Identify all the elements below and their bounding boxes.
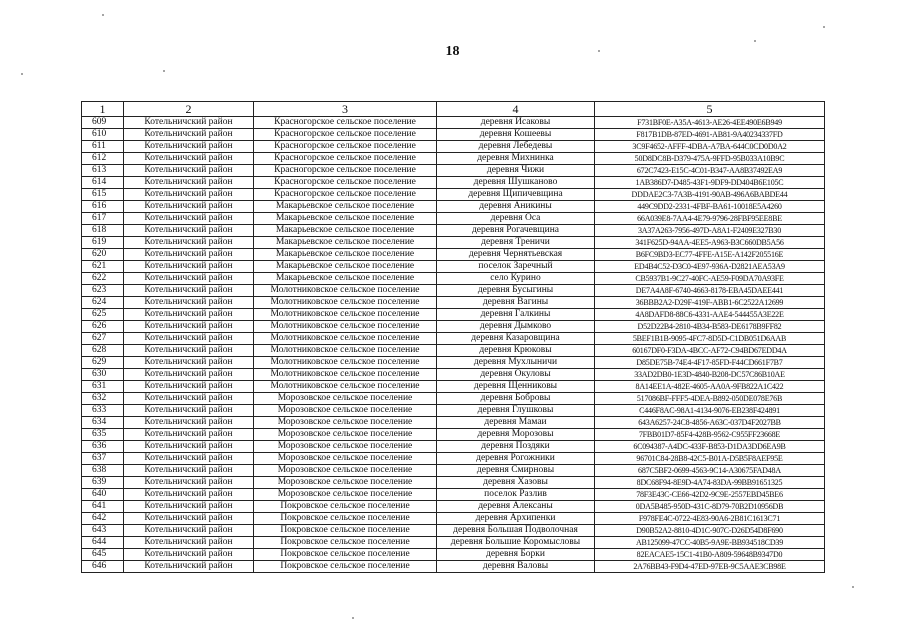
table-row bbox=[82, 453, 825, 465]
cell-settlement: Красногорское сельское поселение bbox=[254, 129, 437, 141]
scan-speck bbox=[352, 617, 354, 619]
cell-guid: C446F8AC-98A1-4134-9076-EB238F424891 bbox=[595, 405, 825, 417]
cell-guid: 78F3E43C-CE66-42D2-9C9E-2557EBD45BE6 bbox=[595, 489, 825, 501]
table-row bbox=[82, 561, 825, 573]
cell-district: Котельничский район bbox=[124, 249, 254, 261]
table-row bbox=[82, 321, 825, 333]
cell-locality: деревня Мамаи bbox=[437, 417, 595, 429]
table-row bbox=[82, 201, 825, 213]
cell-locality: деревня Поздяки bbox=[437, 441, 595, 453]
table-row bbox=[82, 501, 825, 513]
cell-guid: D90B52A2-8810-4D1C-907C-D26D54D8F690 bbox=[595, 525, 825, 537]
table-row bbox=[82, 513, 825, 525]
table-row bbox=[82, 261, 825, 273]
cell-guid: 66A039E8-7AA4-4E79-9796-28FBF95EE8BE bbox=[595, 213, 825, 225]
table-row bbox=[82, 177, 825, 189]
cell-guid: 36BBB2A2-D29F-419F-ABB1-6C2522A12699 bbox=[595, 297, 825, 309]
cell-locality: деревня Чижи bbox=[437, 165, 595, 177]
cell-locality: поселок Разлив bbox=[437, 489, 595, 501]
cell-row-number: 617 bbox=[82, 213, 124, 225]
cell-locality: деревня Оса bbox=[437, 213, 595, 225]
cell-district: Котельничский район bbox=[124, 501, 254, 513]
table-row bbox=[82, 285, 825, 297]
cell-locality: деревня Глушковы bbox=[437, 405, 595, 417]
cell-settlement: Покровское сельское поселение bbox=[254, 525, 437, 537]
cell-settlement: Покровское сельское поселение bbox=[254, 561, 437, 573]
cell-locality: деревня Смирновы bbox=[437, 465, 595, 477]
cell-row-number: 623 bbox=[82, 285, 124, 297]
scan-speck bbox=[163, 70, 165, 72]
cell-row-number: 644 bbox=[82, 537, 124, 549]
cell-district: Котельничский район bbox=[124, 489, 254, 501]
cell-district: Котельничский район bbox=[124, 333, 254, 345]
cell-guid: 50D8DC8B-D379-475A-9FFD-95B033A10B9C bbox=[595, 153, 825, 165]
header-row bbox=[82, 102, 825, 117]
cell-row-number: 641 bbox=[82, 501, 124, 513]
cell-guid: DE7A4A8F-6740-4663-8178-EBA45DAEE441 bbox=[595, 285, 825, 297]
table-row bbox=[82, 225, 825, 237]
cell-row-number: 626 bbox=[82, 321, 124, 333]
cell-settlement: Морозовское сельское поселение bbox=[254, 441, 437, 453]
cell-row-number: 612 bbox=[82, 153, 124, 165]
table-row bbox=[82, 369, 825, 381]
cell-locality: деревня Щенниковы bbox=[437, 381, 595, 393]
cell-district: Котельничский район bbox=[124, 405, 254, 417]
table-row bbox=[82, 249, 825, 261]
cell-row-number: 628 bbox=[82, 345, 124, 357]
scan-speck bbox=[598, 50, 600, 52]
cell-settlement: Молотниковское сельское поселение bbox=[254, 285, 437, 297]
cell-locality: деревня Рогожники bbox=[437, 453, 595, 465]
table-row bbox=[82, 429, 825, 441]
cell-row-number: 631 bbox=[82, 381, 124, 393]
cell-district: Котельничский район bbox=[124, 369, 254, 381]
cell-settlement: Красногорское сельское поселение bbox=[254, 165, 437, 177]
cell-settlement: Макарьевское сельское поселение bbox=[254, 249, 437, 261]
table-row bbox=[82, 477, 825, 489]
cell-district: Котельничский район bbox=[124, 477, 254, 489]
cell-guid: CB5937B1-9C27-40FC-AE59-F09DA70A93FE bbox=[595, 273, 825, 285]
table-row bbox=[82, 489, 825, 501]
table-row bbox=[82, 549, 825, 561]
cell-district: Котельничский район bbox=[124, 417, 254, 429]
table-row bbox=[82, 153, 825, 165]
cell-district: Котельничский район bbox=[124, 189, 254, 201]
table-row bbox=[82, 381, 825, 393]
cell-settlement: Красногорское сельское поселение bbox=[254, 153, 437, 165]
cell-row-number: 618 bbox=[82, 225, 124, 237]
cell-district: Котельничский район bbox=[124, 165, 254, 177]
table-row bbox=[82, 273, 825, 285]
cell-guid: AB125099-47CC-40B5-9A9E-BB934518CD39 bbox=[595, 537, 825, 549]
cell-row-number: 627 bbox=[82, 333, 124, 345]
cell-locality: деревня Бусыгины bbox=[437, 285, 595, 297]
cell-locality: деревня Лебедевы bbox=[437, 141, 595, 153]
table-row bbox=[82, 417, 825, 429]
cell-locality: деревня Михнинка bbox=[437, 153, 595, 165]
cell-locality: деревня Казаровщина bbox=[437, 333, 595, 345]
cell-row-number: 624 bbox=[82, 297, 124, 309]
cell-guid: 517086BF-FFF5-4DEA-B892-050DE078E76B bbox=[595, 393, 825, 405]
cell-settlement: Покровское сельское поселение bbox=[254, 549, 437, 561]
cell-guid: F817B1DB-87ED-4691-AB81-9A40234337FD bbox=[595, 129, 825, 141]
cell-row-number: 639 bbox=[82, 477, 124, 489]
cell-district: Котельничский район bbox=[124, 201, 254, 213]
cell-row-number: 640 bbox=[82, 489, 124, 501]
table-row bbox=[82, 189, 825, 201]
cell-district: Котельничский район bbox=[124, 129, 254, 141]
cell-settlement: Красногорское сельское поселение bbox=[254, 189, 437, 201]
cell-district: Котельничский район bbox=[124, 453, 254, 465]
cell-settlement: Красногорское сельское поселение bbox=[254, 177, 437, 189]
cell-guid: 449C9DD2-2331-4FBF-BA61-10018E5A4260 bbox=[595, 201, 825, 213]
cell-guid: 2A76BB43-F9D4-47ED-97EB-9C5AAE3CB98E bbox=[595, 561, 825, 573]
table-row bbox=[82, 165, 825, 177]
cell-locality: деревня Галкины bbox=[437, 309, 595, 321]
cell-locality: деревня Треничи bbox=[437, 237, 595, 249]
cell-guid: 3A37A263-7956-497D-A8A1-F2409E327B30 bbox=[595, 225, 825, 237]
cell-district: Котельничский район bbox=[124, 429, 254, 441]
cell-district: Котельничский район bbox=[124, 393, 254, 405]
cell-row-number: 638 bbox=[82, 465, 124, 477]
cell-guid: F731BF0E-A35A-4613-AE26-4EE490E6B949 bbox=[595, 117, 825, 129]
column-header-number: 1 bbox=[82, 102, 124, 117]
cell-district: Котельничский район bbox=[124, 285, 254, 297]
cell-locality: деревня Аникины bbox=[437, 201, 595, 213]
table-row bbox=[82, 333, 825, 345]
cell-settlement: Морозовское сельское поселение bbox=[254, 489, 437, 501]
cell-row-number: 645 bbox=[82, 549, 124, 561]
scan-speck bbox=[823, 26, 825, 28]
cell-locality: деревня Рогачевщина bbox=[437, 225, 595, 237]
cell-row-number: 609 bbox=[82, 117, 124, 129]
cell-locality: деревня Морозовы bbox=[437, 429, 595, 441]
table-row bbox=[82, 141, 825, 153]
table-row bbox=[82, 117, 825, 129]
scan-speck bbox=[852, 586, 854, 588]
cell-district: Котельничский район bbox=[124, 117, 254, 129]
column-header-guid: 5 bbox=[595, 102, 825, 117]
cell-settlement: Макарьевское сельское поселение bbox=[254, 273, 437, 285]
cell-district: Котельничский район bbox=[124, 225, 254, 237]
table-body bbox=[82, 117, 825, 573]
cell-guid: ED4B4C52-D3C0-4E97-936A-D2821AEA53A9 bbox=[595, 261, 825, 273]
cell-settlement: Молотниковское сельское поселение bbox=[254, 381, 437, 393]
column-header-district: 2 bbox=[124, 102, 254, 117]
cell-locality: деревня Мухлыничи bbox=[437, 357, 595, 369]
cell-row-number: 622 bbox=[82, 273, 124, 285]
cell-row-number: 629 bbox=[82, 357, 124, 369]
cell-guid: 8A14EE1A-482E-4605-AA0A-9FB822A1C422 bbox=[595, 381, 825, 393]
cell-row-number: 621 bbox=[82, 261, 124, 273]
cell-settlement: Морозовское сельское поселение bbox=[254, 465, 437, 477]
cell-district: Котельничский район bbox=[124, 237, 254, 249]
cell-locality: деревня Исаковы bbox=[437, 117, 595, 129]
cell-locality: деревня Шушканово bbox=[437, 177, 595, 189]
cell-guid: F978FE4C-0722-4E83-90A6-2B81C1613C71 bbox=[595, 513, 825, 525]
cell-row-number: 625 bbox=[82, 309, 124, 321]
table-row bbox=[82, 357, 825, 369]
scan-speck bbox=[754, 40, 756, 42]
cell-row-number: 636 bbox=[82, 441, 124, 453]
cell-row-number: 614 bbox=[82, 177, 124, 189]
cell-locality: деревня Большие Коромысловы bbox=[437, 537, 595, 549]
cell-district: Котельничский район bbox=[124, 525, 254, 537]
cell-guid: 4A8DAFD8-88C6-4331-AAE4-544455A3E22E bbox=[595, 309, 825, 321]
cell-guid: DDDAE2C3-7A3B-4191-90AB-496A6BABDE44 bbox=[595, 189, 825, 201]
cell-settlement: Покровское сельское поселение bbox=[254, 501, 437, 513]
cell-settlement: Макарьевское сельское поселение bbox=[254, 213, 437, 225]
table-row bbox=[82, 129, 825, 141]
cell-row-number: 635 bbox=[82, 429, 124, 441]
cell-settlement: Макарьевское сельское поселение bbox=[254, 201, 437, 213]
cell-guid: 687C5BF2-0699-4563-9C14-A30675FAD48A bbox=[595, 465, 825, 477]
cell-row-number: 611 bbox=[82, 141, 124, 153]
cell-settlement: Молотниковское сельское поселение bbox=[254, 333, 437, 345]
cell-district: Котельничский район bbox=[124, 465, 254, 477]
cell-settlement: Красногорское сельское поселение bbox=[254, 141, 437, 153]
cell-row-number: 616 bbox=[82, 201, 124, 213]
cell-guid: 1AB386D7-D485-43F1-9DF9-DD404B6E105C bbox=[595, 177, 825, 189]
cell-row-number: 634 bbox=[82, 417, 124, 429]
cell-district: Котельничский район bbox=[124, 357, 254, 369]
table-row bbox=[82, 465, 825, 477]
cell-locality: деревня Вагины bbox=[437, 297, 595, 309]
cell-guid: 672C7423-E15C-4C01-B347-AA8B37492EA9 bbox=[595, 165, 825, 177]
cell-locality: поселок Заречный bbox=[437, 261, 595, 273]
cell-locality: деревня Щипичевщина bbox=[437, 189, 595, 201]
cell-settlement: Покровское сельское поселение bbox=[254, 513, 437, 525]
table-row bbox=[82, 237, 825, 249]
cell-guid: 82EACAE5-15C1-41B0-A809-59648B9347D0 bbox=[595, 549, 825, 561]
cell-district: Котельничский район bbox=[124, 561, 254, 573]
cell-row-number: 643 bbox=[82, 525, 124, 537]
cell-locality: деревня Большая Подволочная bbox=[437, 525, 595, 537]
cell-row-number: 632 bbox=[82, 393, 124, 405]
cell-district: Котельничский район bbox=[124, 345, 254, 357]
cell-guid: 8DC68F94-8E9D-4A74-83DA-99BB91651325 bbox=[595, 477, 825, 489]
cell-district: Котельничский район bbox=[124, 309, 254, 321]
cell-settlement: Морозовское сельское поселение bbox=[254, 405, 437, 417]
cell-settlement: Молотниковское сельское поселение bbox=[254, 309, 437, 321]
cell-district: Котельничский район bbox=[124, 273, 254, 285]
cell-district: Котельничский район bbox=[124, 213, 254, 225]
registry-table bbox=[81, 101, 825, 573]
cell-row-number: 646 bbox=[82, 561, 124, 573]
cell-settlement: Макарьевское сельское поселение bbox=[254, 237, 437, 249]
cell-locality: деревня Крюковы bbox=[437, 345, 595, 357]
cell-locality: деревня Валовы bbox=[437, 561, 595, 573]
cell-district: Котельничский район bbox=[124, 177, 254, 189]
cell-settlement: Покровское сельское поселение bbox=[254, 537, 437, 549]
table-row bbox=[82, 345, 825, 357]
cell-guid: 3C9F4652-AFFF-4DBA-A7BA-644C0CD0D0A2 bbox=[595, 141, 825, 153]
cell-district: Котельничский район bbox=[124, 381, 254, 393]
scan-speck bbox=[21, 73, 23, 75]
cell-row-number: 620 bbox=[82, 249, 124, 261]
table-row bbox=[82, 309, 825, 321]
cell-locality: деревня Хазовы bbox=[437, 477, 595, 489]
cell-locality: деревня Бобровы bbox=[437, 393, 595, 405]
cell-district: Котельничский район bbox=[124, 153, 254, 165]
cell-district: Котельничский район bbox=[124, 141, 254, 153]
cell-settlement: Молотниковское сельское поселение bbox=[254, 297, 437, 309]
column-header-locality: 4 bbox=[437, 102, 595, 117]
cell-district: Котельничский район bbox=[124, 549, 254, 561]
cell-guid: 643A6257-24C8-4856-A63C-037D4F2027BB bbox=[595, 417, 825, 429]
cell-guid: B6FC9BD3-EC77-4FFE-A15E-A142F205516E bbox=[595, 249, 825, 261]
cell-guid: D85DE75B-74E4-4F17-85FD-F44CD661F7B7 bbox=[595, 357, 825, 369]
page-number: 18 bbox=[445, 44, 460, 59]
cell-guid: 7FBB01D7-85F4-428B-9562-C955FF23668E bbox=[595, 429, 825, 441]
cell-locality: деревня Борки bbox=[437, 549, 595, 561]
cell-settlement: Молотниковское сельское поселение bbox=[254, 357, 437, 369]
cell-locality: деревня Архипенки bbox=[437, 513, 595, 525]
cell-settlement: Морозовское сельское поселение bbox=[254, 429, 437, 441]
table-row bbox=[82, 405, 825, 417]
cell-district: Котельничский район bbox=[124, 297, 254, 309]
table-row bbox=[82, 213, 825, 225]
cell-guid: 6C094387-A4DC-433F-B853-D1DA3DD6EA9B bbox=[595, 441, 825, 453]
table-row bbox=[82, 441, 825, 453]
column-header-settlement: 3 bbox=[254, 102, 437, 117]
cell-guid: 341F625D-94AA-4EE5-A963-B3C660DB5A56 bbox=[595, 237, 825, 249]
cell-row-number: 633 bbox=[82, 405, 124, 417]
cell-district: Котельничский район bbox=[124, 537, 254, 549]
cell-locality: деревня Дымково bbox=[437, 321, 595, 333]
table-row bbox=[82, 525, 825, 537]
cell-settlement: Молотниковское сельское поселение bbox=[254, 345, 437, 357]
cell-district: Котельничский район bbox=[124, 441, 254, 453]
cell-locality: деревня Окуловы bbox=[437, 369, 595, 381]
cell-district: Котельничский район bbox=[124, 261, 254, 273]
cell-row-number: 642 bbox=[82, 513, 124, 525]
cell-district: Котельничский район bbox=[124, 321, 254, 333]
table-row bbox=[82, 393, 825, 405]
cell-settlement: Красногорское сельское поселение bbox=[254, 117, 437, 129]
cell-guid: 33AD2DB0-1E3D-4840-B208-DC57C86B10AE bbox=[595, 369, 825, 381]
cell-row-number: 615 bbox=[82, 189, 124, 201]
cell-settlement: Молотниковское сельское поселение bbox=[254, 321, 437, 333]
cell-locality: деревня Алексаны bbox=[437, 501, 595, 513]
cell-locality: село Курино bbox=[437, 273, 595, 285]
cell-guid: D52D22B4-2810-4B34-B583-DE6178B9FF82 bbox=[595, 321, 825, 333]
cell-settlement: Морозовское сельское поселение bbox=[254, 417, 437, 429]
cell-locality: деревня Чернятьевская bbox=[437, 249, 595, 261]
cell-settlement: Молотниковское сельское поселение bbox=[254, 369, 437, 381]
cell-row-number: 613 bbox=[82, 165, 124, 177]
table-row bbox=[82, 297, 825, 309]
table-row bbox=[82, 537, 825, 549]
cell-guid: 96701C84-28B8-42C5-B01A-D5B5F8AEF95E bbox=[595, 453, 825, 465]
cell-guid: 5BEF1B1B-9095-4FC7-8D5D-C1DB051D6AAB bbox=[595, 333, 825, 345]
cell-settlement: Морозовское сельское поселение bbox=[254, 393, 437, 405]
cell-guid: 60167DF0-F3DA-4BCC-AF72-C94BD67EDD4A bbox=[595, 345, 825, 357]
cell-locality: деревня Кошеевы bbox=[437, 129, 595, 141]
scan-speck bbox=[102, 14, 104, 16]
table-header bbox=[82, 102, 825, 117]
cell-district: Котельничский район bbox=[124, 513, 254, 525]
cell-row-number: 610 bbox=[82, 129, 124, 141]
cell-settlement: Морозовское сельское поселение bbox=[254, 477, 437, 489]
cell-settlement: Морозовское сельское поселение bbox=[254, 453, 437, 465]
cell-row-number: 619 bbox=[82, 237, 124, 249]
cell-settlement: Макарьевское сельское поселение bbox=[254, 261, 437, 273]
cell-row-number: 630 bbox=[82, 369, 124, 381]
cell-row-number: 637 bbox=[82, 453, 124, 465]
cell-guid: 0DA5B485-950D-431C-8D79-70B2D10956DB bbox=[595, 501, 825, 513]
cell-settlement: Макарьевское сельское поселение bbox=[254, 225, 437, 237]
